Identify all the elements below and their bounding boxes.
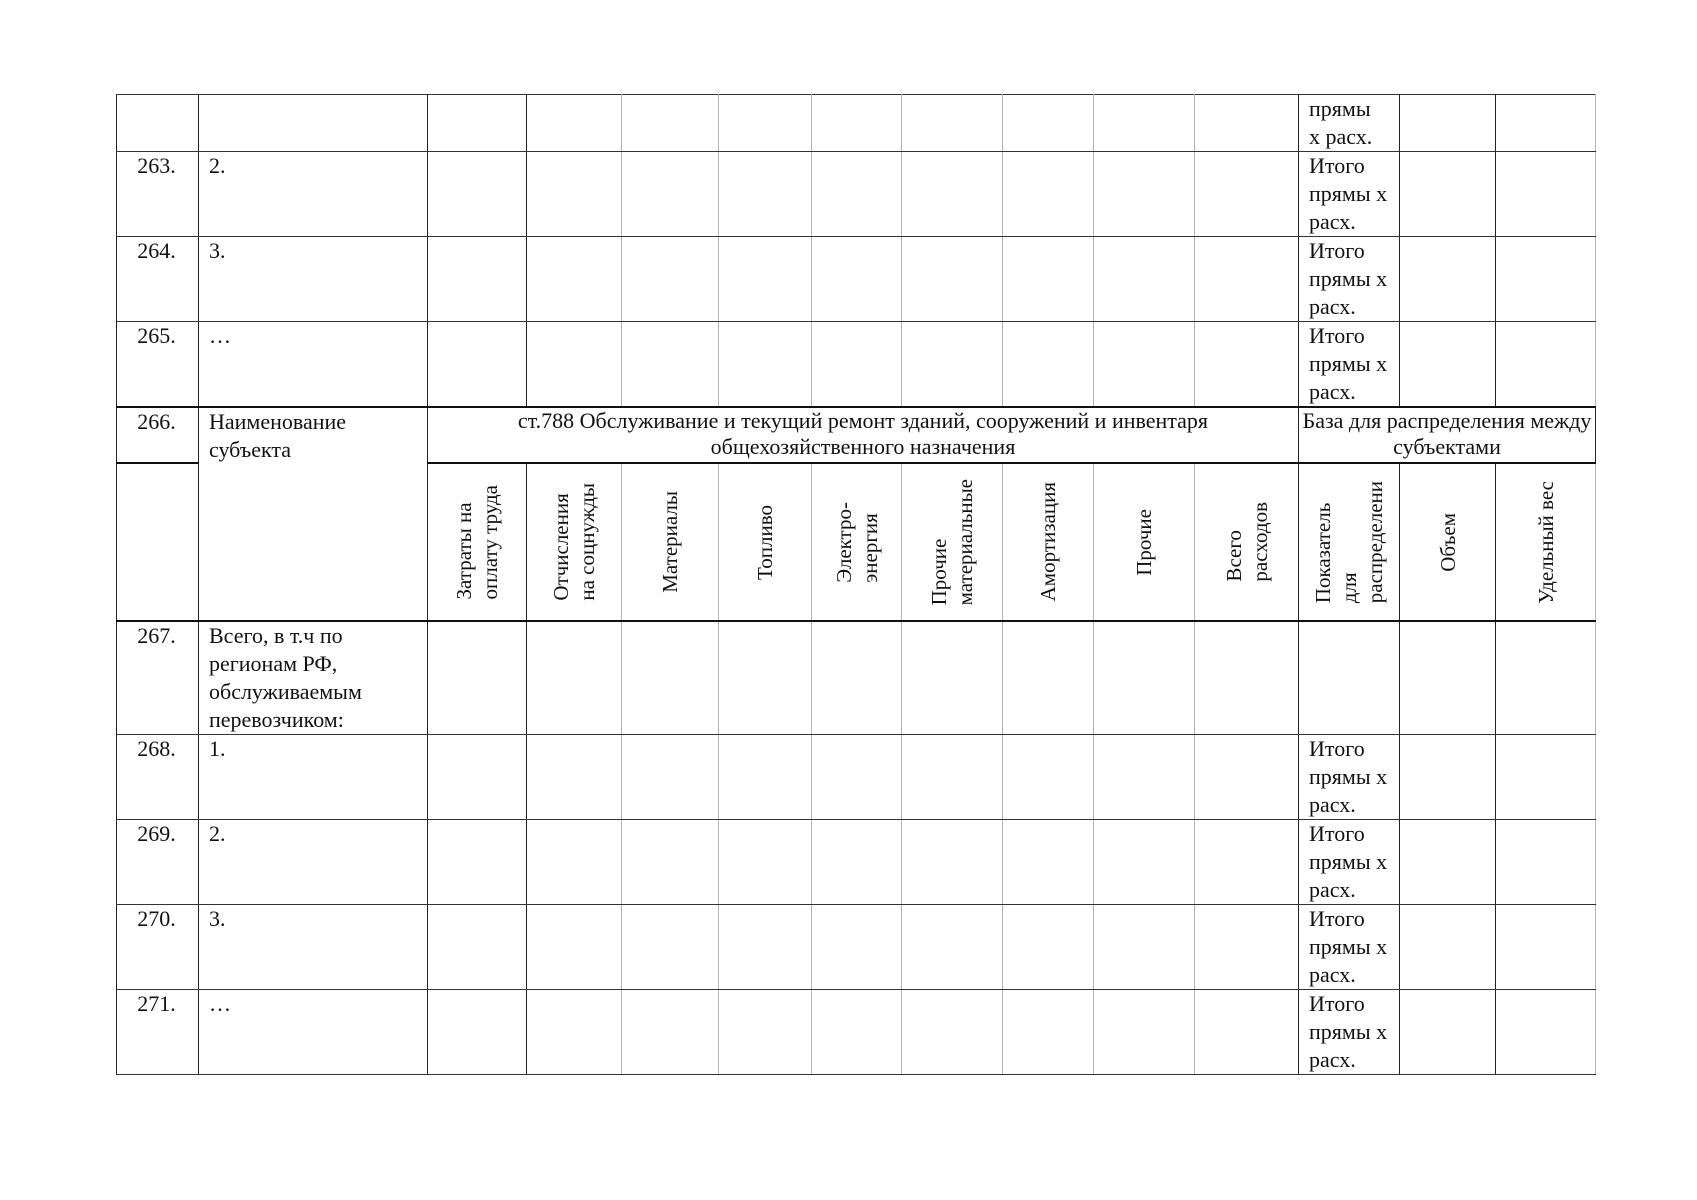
share-cell [1496, 735, 1596, 820]
cost-value-cell [428, 621, 527, 735]
cost-value-cell [719, 820, 812, 905]
col-header-total-costs [1195, 463, 1299, 621]
cost-value-cell [719, 990, 812, 1075]
col-header-fuel [719, 463, 812, 621]
share-cell [1496, 905, 1596, 990]
cost-value-cell [428, 735, 527, 820]
subject-name-cell: 1. [199, 735, 428, 820]
col-header-depreciation-text: Амортизация [1036, 482, 1060, 602]
cost-value-cell [527, 990, 622, 1075]
row-number-cell [117, 95, 199, 152]
cost-value-cell [1195, 322, 1299, 408]
row-number-cell: 267. [117, 621, 199, 735]
cost-value-cell [1094, 322, 1195, 408]
base-indicator-cell: Итого прямы х расх. [1299, 820, 1400, 905]
cost-value-cell [622, 735, 719, 820]
subject-name-cell: Всего, в т.ч по регионам РФ, обслуживаемым перевозчиком: [199, 621, 428, 735]
cost-value-cell [902, 990, 1003, 1075]
row-number-cell: 268. [117, 735, 199, 820]
cost-value-cell [527, 237, 622, 322]
cost-value-cell [428, 820, 527, 905]
cost-value-cell [812, 905, 902, 990]
cost-value-cell [902, 621, 1003, 735]
cost-value-cell [527, 152, 622, 237]
cost-value-cell [622, 237, 719, 322]
cost-value-cell [902, 735, 1003, 820]
base-group-title: База для распределения между субъектами [1299, 407, 1596, 463]
cost-value-cell [428, 152, 527, 237]
cost-value-cell [622, 990, 719, 1075]
base-indicator-cell: Итого прямы х расх. [1299, 990, 1400, 1075]
table-row [117, 322, 1596, 408]
cost-value-cell [1195, 820, 1299, 905]
col-header-materials [622, 463, 719, 621]
table-row [117, 237, 1596, 322]
cost-value-cell [812, 237, 902, 322]
cost-value-cell [527, 621, 622, 735]
base-value-cell [1496, 621, 1596, 735]
col-header-electricity-text: Электро- энергия [831, 501, 882, 583]
cost-value-cell [1003, 735, 1094, 820]
base-indicator-cell [1299, 95, 1400, 152]
cost-distribution-table [116, 94, 1596, 1075]
table-row-continued [117, 95, 1596, 152]
col-header-depreciation [1003, 463, 1094, 621]
cost-value-cell [428, 322, 527, 408]
subject-name-cell: 2. [199, 820, 428, 905]
header-row-top [117, 407, 1596, 463]
cost-value-cell [1094, 990, 1195, 1075]
subject-column-header: Наименование субъекта [199, 407, 428, 621]
cost-value-cell [719, 735, 812, 820]
cost-value-cell [812, 735, 902, 820]
table-row-total [117, 621, 1596, 735]
col-header-base-indicator-text: Показатель для распределени [1311, 480, 1387, 604]
share-cell [1496, 990, 1596, 1075]
cost-value-cell [1094, 237, 1195, 322]
share-cell [1496, 237, 1596, 322]
col-header-fuel-text: Топливо [753, 504, 777, 580]
base-indicator-cell: Итого прямы х расх. [1299, 735, 1400, 820]
cost-value-cell [527, 905, 622, 990]
col-header-labor-text: Затраты на оплату труда [452, 484, 502, 600]
col-header-base-indicator [1299, 463, 1400, 621]
base-indicator-cell: Итого прямы х расх. [1299, 322, 1400, 408]
cost-value-cell [622, 621, 719, 735]
col-header-social-text: Отчисления на соцнужды [549, 483, 599, 601]
base-indicator-cell: Итого прямы х расх. [1299, 237, 1400, 322]
subject-name-cell [199, 95, 428, 152]
col-header-other [1094, 463, 1195, 621]
table-row [117, 990, 1596, 1075]
subject-name-cell: 2. [199, 152, 428, 237]
table-row [117, 735, 1596, 820]
volume-cell [1400, 905, 1496, 990]
cost-value-cell [1003, 322, 1094, 408]
cost-value-cell [1195, 237, 1299, 322]
cost-value-cell [622, 322, 719, 408]
volume-cell [1400, 990, 1496, 1075]
cost-value-cell [1003, 905, 1094, 990]
col-header-volume [1400, 463, 1496, 621]
table-row [117, 152, 1596, 237]
cost-value-cell [428, 905, 527, 990]
volume-cell [1400, 735, 1496, 820]
base-indicator-cell: Итого прямы х расх. [1299, 152, 1400, 237]
base-text: прямы х расх. [1309, 96, 1373, 149]
table-row [117, 820, 1596, 905]
row-number-cell: 263. [117, 152, 199, 237]
cost-value-cell [622, 820, 719, 905]
row-number-cell: 265. [117, 322, 199, 408]
cost-value-cell [1003, 152, 1094, 237]
base-indicator-cell: Итого прямы х расх. [1299, 905, 1400, 990]
row-number-cell [117, 463, 199, 621]
cost-value-cell [719, 237, 812, 322]
col-header-other-materials [902, 463, 1003, 621]
cost-value-cell [1195, 990, 1299, 1075]
cost-value-cell [719, 621, 812, 735]
cost-value-cell [428, 237, 527, 322]
col-header-labor [428, 463, 527, 621]
cost-value-cell [1003, 990, 1094, 1075]
row-number-cell: 269. [117, 820, 199, 905]
cost-value-cell [1094, 735, 1195, 820]
base-value-cell [1299, 621, 1400, 735]
volume-cell [1400, 237, 1496, 322]
cost-value-cell [622, 905, 719, 990]
table-row [117, 905, 1596, 990]
cost-value-cell [719, 322, 812, 408]
cost-value-cell [812, 621, 902, 735]
row-number-cell: 271. [117, 990, 199, 1075]
cost-value-cell [812, 152, 902, 237]
col-header-volume-text: Объем [1435, 512, 1460, 572]
col-header-materials-text: Материалы [658, 491, 682, 593]
cost-value-cell [1195, 621, 1299, 735]
volume-cell [1400, 322, 1496, 408]
subject-name-cell: … [199, 322, 428, 408]
col-header-other-text: Прочие [1132, 508, 1156, 576]
col-header-other-materials-text: Прочие материальные [927, 478, 977, 606]
cost-value-cell [527, 322, 622, 408]
volume-cell [1400, 820, 1496, 905]
cost-value-cell [428, 990, 527, 1075]
subject-name-cell: 3. [199, 237, 428, 322]
volume-cell [1400, 152, 1496, 237]
cost-value-cell [902, 905, 1003, 990]
cost-value-cell [1094, 905, 1195, 990]
col-header-share [1496, 463, 1596, 621]
col-header-share-text: Удельный вес [1533, 480, 1558, 604]
share-cell [1496, 820, 1596, 905]
share-cell [1496, 322, 1596, 408]
cost-value-cell [719, 905, 812, 990]
cost-value-cell [812, 820, 902, 905]
cost-value-cell [719, 152, 812, 237]
base-value-cell [1400, 621, 1496, 735]
subject-name-cell: … [199, 990, 428, 1075]
cost-value-cell [902, 237, 1003, 322]
cost-value-cell [1094, 152, 1195, 237]
cost-value-cell [902, 322, 1003, 408]
cost-value-cell [1003, 621, 1094, 735]
row-number-cell: 266. [117, 407, 199, 463]
cost-value-cell [1195, 905, 1299, 990]
cost-value-cell [622, 152, 719, 237]
cost-value-cell [1195, 735, 1299, 820]
cost-value-cell [902, 820, 1003, 905]
subject-name-cell: 3. [199, 905, 428, 990]
cost-value-cell [902, 152, 1003, 237]
row-number-cell: 264. [117, 237, 199, 322]
cost-value-cell [1094, 820, 1195, 905]
row-number-cell: 270. [117, 905, 199, 990]
cost-value-cell [812, 990, 902, 1075]
group-title: ст.788 Обслуживание и текущий ремонт зданий, сооружений и инвентаря общехозяйственного назначения [428, 407, 1299, 463]
cost-value-cell [1094, 621, 1195, 735]
cost-value-cell [812, 322, 902, 408]
cost-value-cell [527, 735, 622, 820]
share-cell [1496, 152, 1596, 237]
cost-value-cell [527, 820, 622, 905]
col-header-electricity [812, 463, 902, 621]
col-header-social [527, 463, 622, 621]
cost-value-cell [1003, 237, 1094, 322]
cost-value-cell [1003, 820, 1094, 905]
cost-value-cell [1195, 152, 1299, 237]
col-header-total-costs-text: Всего расходов [1221, 502, 1272, 582]
